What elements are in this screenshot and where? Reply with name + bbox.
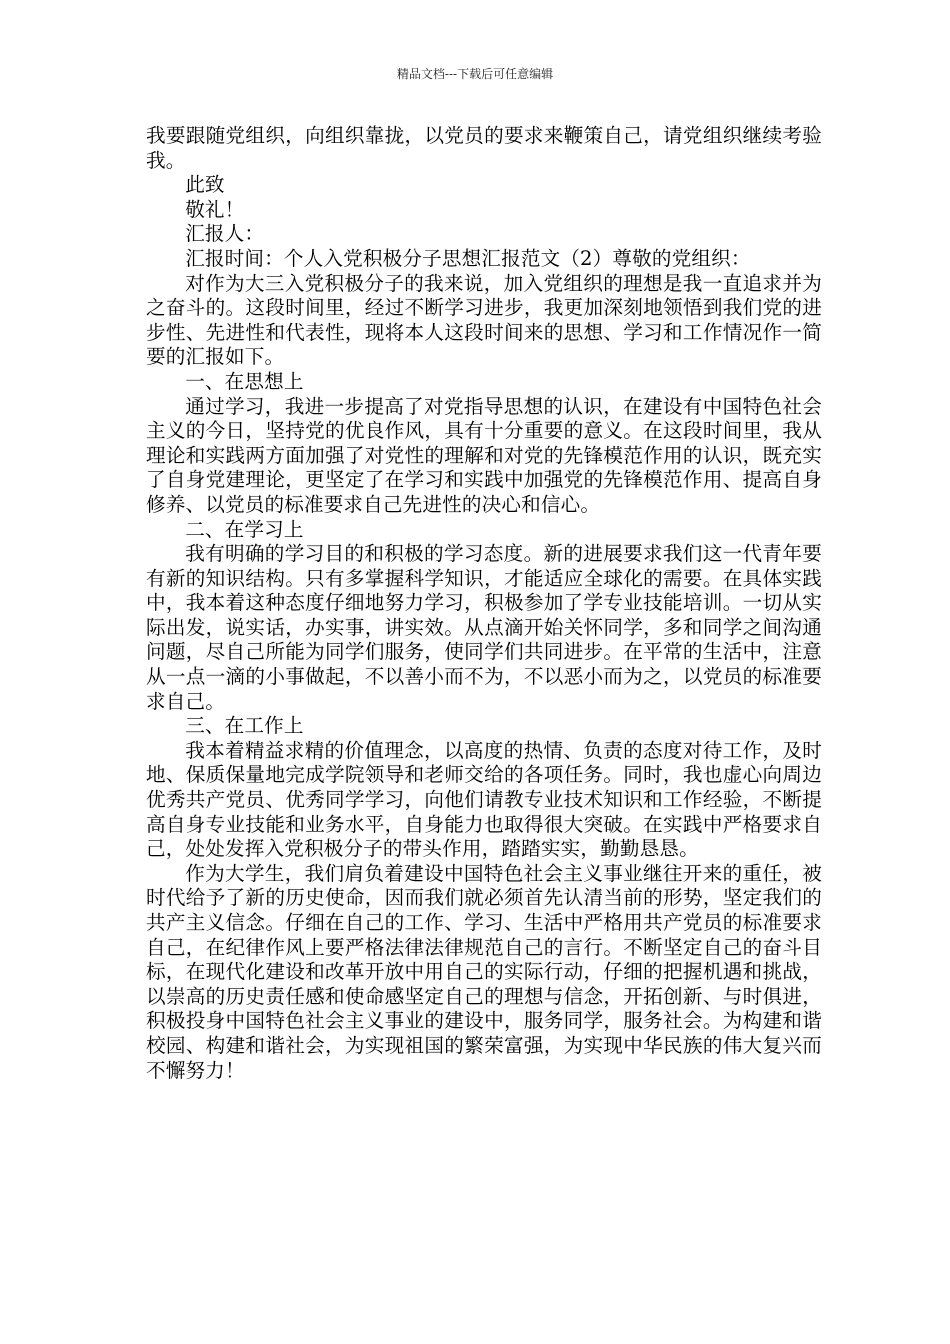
paragraph-conclusion: 作为大学生，我们肩负着建设中国特色社会主义事业继往开来的重任，被时代给予了新的历史使命，因而我们就必须首先认清当前的形势，坚定我们的共产主义信念。仔细在自己的工作、学习、生活中严格用共产党员的标准要求自己，在纪律作风上要严格法律法律规范自己的言行。不断坚定自己的奋斗目标，在现代化建设和改革开放中用自己的实际行动，仔细的把握机遇和挑战，以崇高的历史责任感和使命感坚定自己的理想与信念，开拓创新、与时俱进，积极投身中国特色社会主义事业的建设中，服务同学，服务社会。为构建和谐校园、构建和谐社会，为实现祖国的繁荣富强，为实现中华民族的伟大复兴而不懈努力！ — [146, 861, 822, 1082]
document-body — [146, 124, 822, 1083]
paragraph-work: 我本着精益求精的价值理念，以高度的热情、负责的态度对待工作，及时地、保质保量地完成学院领导和老师交给的各项任务。同时，我也虚心向周边优秀共产党员、优秀同学学习，向他们请教专业技术知识和工作经验，不断提高自身专业技能和业务水平，自身能力也取得很大突破。在实践中严格要求自己，处处发挥入党积极分子的带头作用，踏踏实实，勤勤恳恳。 — [146, 738, 822, 861]
salutation-cizhi: 此致 — [185, 173, 225, 197]
report-time-line: 汇报时间：个人入党积极分子思想汇报范文（2）尊敬的党组织： — [185, 246, 751, 270]
paragraph-study: 我有明确的学习目的和积极的学习态度。新的进展要求我们这一代青年要有新的知识结构。只有多掌握科学知识，才能适应全球化的需要。在具体实践中，我本着这种态度仔细地努力学习，积极参加了学专业技能培训。一切从实际出发，说实话，办实事，讲实效。从点滴开始关怀同学，多和同学之间沟通问题，尽自己所能为同学们服务，使同学们共同进步。在平常的生活中，注意从一点一滴的小事做起，不以善小而不为，不以恶小而为之，以党员的标准要求自己。 — [146, 542, 822, 713]
reporter-label: 汇报人： — [185, 222, 265, 246]
paragraph-thought: 通过学习，我进一步提高了对党指导思想的认识，在建设有中国特色社会主义的今日，坚持党的优良作风，具有十分重要的意义。在这段时间里，我从理论和实践两方面加强了对党性的理解和对党的先锋模范作用的认识，既充实了自身党建理论，更坚定了在学习和实践中加强党的先锋模范作用、提高自身修养、以党员的标准要求自己先进性的决心和信心。 — [146, 394, 822, 516]
section-heading-study: 二、在学习上 — [185, 517, 304, 541]
salutation-jingli: 敬礼！ — [185, 197, 245, 221]
page-header: 精品文档---下载后可任意编辑 — [396, 67, 554, 81]
section-heading-work: 三、在工作上 — [185, 714, 304, 738]
paragraph-closing-request: 我要跟随党组织，向组织靠拢，以党员的要求来鞭策自己，请党组织继续考验我。 — [146, 124, 822, 172]
paragraph-intro: 对作为大三入党积极分子的我来说，加入党组织的理想是我一直追求并为之奋斗的。这段时间里，经过不断学习进步，我更加深刻地领悟到我们党的进步性、先进性和代表性，现将本人这段时间来的思想、学习和工作情况作一简要的汇报如下。 — [146, 271, 822, 369]
section-heading-thought: 一、在思想上 — [185, 369, 304, 393]
